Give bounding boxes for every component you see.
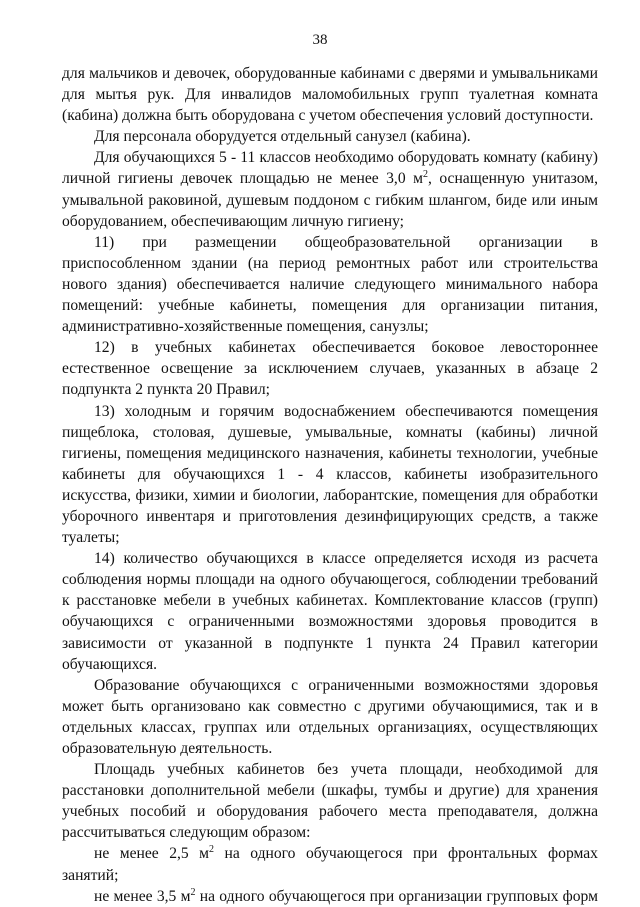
superscript-2: 2 bbox=[209, 844, 215, 856]
paragraph-8: Образование обучающихся с ограниченными возможностями здоровья может быть организовано как совместно с другими обучающимися, так и в отдельных классах, группах или отдельных организациях, осуществляющих образовательную деятельность. bbox=[62, 676, 598, 757]
paragraph-3-text-after: , оснащенную унитазом, умывальной раковиной, душевым поддоном с гибким шлангом, биде или иным оборудованием, обеспечивающим личную гигиену; bbox=[62, 170, 598, 230]
body-text bbox=[62, 63, 598, 907]
paragraph-7-item-14: 14) количество обучающихся в классе определяется исходя из расчета соблюдения нормы площади на одного обучающегося, соблюдении требований к расстановке мебели в учебных кабинетах. Комплектование классов (групп) обучающихся с ограниченными возможностями здоровья проводится в зависимости от указанной в подпункте 1 пункта 24 Правил категории обучающихся. bbox=[62, 550, 598, 673]
paragraph-11-text-before: не менее 3,5 м bbox=[94, 887, 191, 905]
paragraph-11 bbox=[62, 886, 598, 907]
paragraph-6-item-13: 13) холодным и горячим водоснабжением обеспечиваются помещения пищеблока, столовая, душевые, умывальные, комнаты (кабины) личной гигиены, помещения медицинского назначения, кабинеты технологии, учебные кабинеты для обучающихся 1 - 4 классов, кабинеты изобразительного искусства, физики, химии и биологии, лаборантские, помещения для обработки уборочного инвентаря и приготовления дезинфицирующих средств, а также туалеты; bbox=[62, 402, 598, 547]
page-number: 38 bbox=[312, 32, 328, 48]
paragraph-10 bbox=[62, 843, 598, 885]
paragraph-5-item-12: 12) в учебных кабинетах обеспечивается боковое левостороннее естественное освещение за исключением случаев, указанных в абзаце 2 подпункта 2 пункта 20 Правил; bbox=[62, 339, 598, 399]
superscript-2: 2 bbox=[422, 169, 428, 181]
paragraph-4-item-11: 11) при размещении общеобразовательной организации в приспособленном здании (на период ремонтных работ или строительства нового здания) обеспечивается наличие следующего минимального набора помещений: учебные кабинеты, помещения для организации питания, административно-хозяйственные помещения, санузлы; bbox=[62, 233, 598, 336]
paragraph-3-text-before: Для обучающихся 5 - 11 классов необходимо оборудовать комнату (кабину) личной гигиены девочек площадью не менее 3,0 м bbox=[62, 149, 598, 188]
paragraph-11-text-after: на одного обучающегося при организации групповых форм bbox=[195, 887, 598, 905]
paragraph-1: для мальчиков и девочек, оборудованные кабинами с дверями и умывальниками для мытья рук. Для инвалидов маломобильных групп туалетная комната (кабина) должна быть оборудована с учетом обеспечения условий доступности. bbox=[62, 65, 598, 125]
paragraph-10-text-after: на одного обучающегося при фронтальных формах занятий; bbox=[62, 845, 598, 884]
paragraph-3 bbox=[62, 147, 598, 231]
paragraph-2: Для персонала оборудуется отдельный санузел (кабина). bbox=[94, 128, 471, 146]
paragraph-9: Площадь учебных кабинетов без учета площади, необходимой для расстановки дополнительной мебели (шкафы, тумбы и другие) для хранения учебных пособий и оборудования рабочего места преподавателя, должна рассчитываться следующим образом: bbox=[62, 761, 598, 842]
paragraph-10-text-before: не менее 2,5 м bbox=[94, 845, 210, 863]
superscript-2: 2 bbox=[190, 886, 196, 898]
